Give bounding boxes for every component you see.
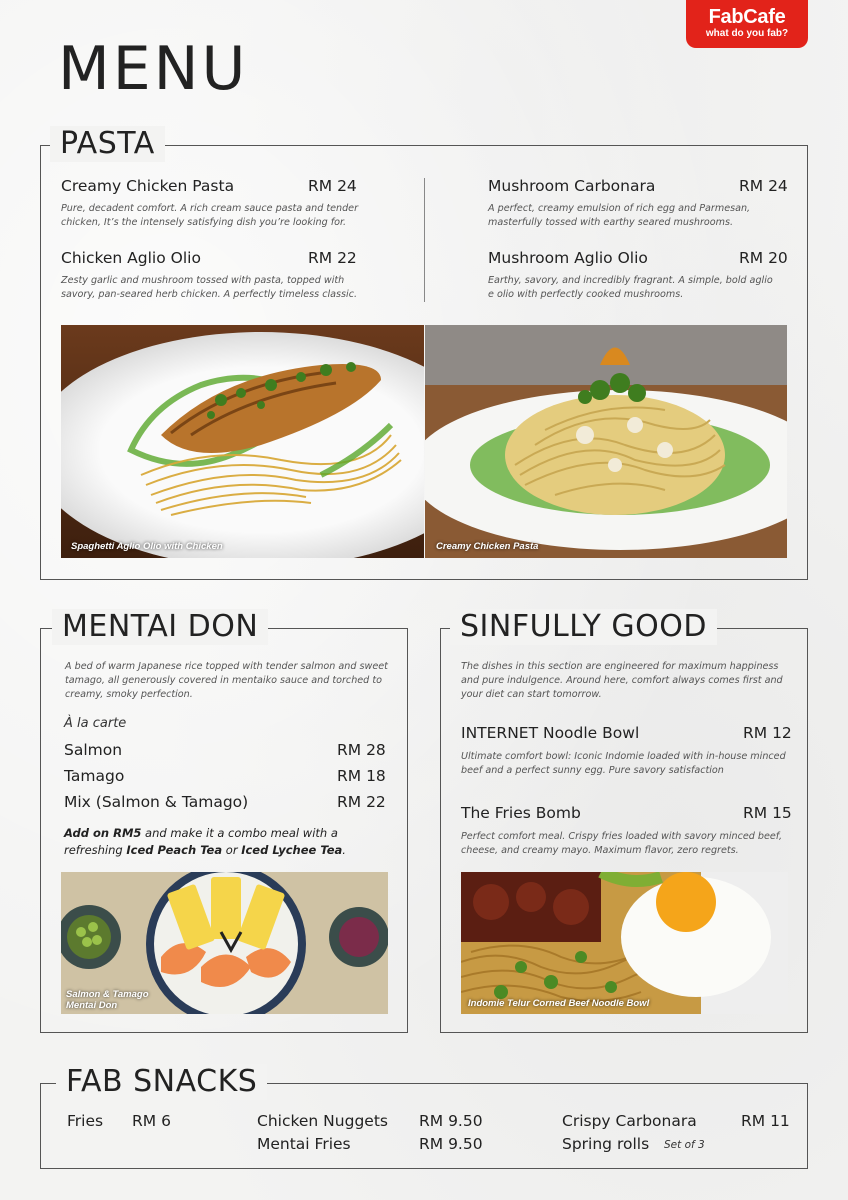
dish-price: RM 20 [739,249,788,267]
addon-drink-peach: Iced Peach Tea [126,843,223,857]
caption-line-1: Salmon & Tamago [66,989,149,1000]
snack-name: Crispy Carbonara [562,1112,697,1130]
pasta-divider [424,178,425,302]
addon-text: . [342,843,346,857]
mentai-item-price: RM 22 [337,793,386,811]
logo-tagline: what do you fab? [705,28,789,39]
logo-name: FabCafe [708,6,786,28]
addon-drink-lychee: Iced Lychee Tea [241,843,343,857]
mentai-item-name: Mix (Salmon & Tamago) [64,793,249,811]
snack-name: Chicken Nuggets [257,1112,388,1130]
mentai-item-name: Salmon [64,741,123,759]
sinful-description: The dishes in this section are engineered for maximum happiness and pure indulgence. Around here, comfort always comes first and your diet can start tomorrow. [461,661,783,700]
noodle-bowl-photo [461,872,788,1014]
dish-description: Perfect comfort meal. Crispy fries loaded with savory minced beef, cheese, and creamy mayo. Maximum flavor, zero regrets. [461,831,783,856]
mentai-description: A bed of warm Japanese rice topped with tender salmon and sweet tamago, all generously covered in mentaiko sauce and torched to creamy, smoky perfection. [65,661,388,700]
addon-price: Add on RM5 [64,826,142,840]
dish-name: INTERNET Noodle Bowl [461,724,640,742]
dish-name: Mushroom Carbonara [488,177,656,195]
dish-description: Pure, decadent comfort. A rich cream sauce pasta and tender chicken, It’s the intensely satisfying dish you’re looking for. [61,203,359,228]
addon-text: or [222,843,242,857]
photo-caption [66,989,149,1011]
dish-description: A perfect, creamy emulsion of rich egg and Parmesan, masterfully tossed with earthy seared mushrooms. [488,203,751,228]
sinfully-good-title: SINFULLY GOOD [450,609,717,645]
dish-description: Ultimate comfort bowl: Iconic Indomie loaded with in-house minced beef and a perfect sunny egg. Pure savory satisfaction [461,751,786,776]
dish-name: Chicken Aglio Olio [61,249,201,267]
creamy-pasta-photo [425,325,787,558]
dish-description: Earthy, savory, and incredibly fragrant. A simple, bold aglio e olio with perfectly cooked mushrooms. [488,275,773,300]
snack-price: RM 11 [741,1112,790,1130]
a-la-carte-label: À la carte [64,716,127,731]
pasta-title: PASTA [50,126,165,162]
caption-line-2: Mentai Don [66,1000,118,1011]
combo-addon-note [64,825,394,859]
snack-price: RM 9.50 [419,1135,483,1153]
snack-name: Fries [67,1112,104,1130]
dish-price: RM 24 [739,177,788,195]
dish-name: Mushroom Aglio Olio [488,249,648,267]
snack-name: Spring rolls [562,1135,650,1153]
page-title: MENU [58,34,249,104]
dish-description: Zesty garlic and mushroom tossed with pasta, topped with savory, pan-seared herb chicken. A perfectly timeless classic. [61,275,358,300]
mentai-item-price: RM 28 [337,741,386,759]
dish-name: Creamy Chicken Pasta [61,177,235,195]
photo-caption: Spaghetti Aglio Olio with Chicken [71,541,223,552]
snack-name: Mentai Fries [257,1135,351,1153]
dish-price: RM 22 [308,249,357,267]
mentai-item-price: RM 18 [337,767,386,785]
addon-text: and make it a combo meal with a refreshing [64,826,338,857]
mentai-item-name: Tamago [64,767,125,785]
dish-price: RM 12 [743,724,792,742]
dish-name: The Fries Bomb [461,804,581,822]
mentai-don-photo [61,872,388,1014]
dish-price: RM 24 [308,177,357,195]
mentai-don-title: MENTAI DON [52,609,268,645]
snack-price: RM 6 [132,1112,171,1130]
aglio-olio-photo [61,325,424,558]
snack-price: RM 9.50 [419,1112,483,1130]
photo-caption: Indomie Telur Corned Beef Noodle Bowl [468,998,650,1009]
photo-caption: Creamy Chicken Pasta [436,541,539,552]
dish-price: RM 15 [743,804,792,822]
snack-note: Set of 3 [664,1139,705,1151]
fab-snacks-title: FAB SNACKS [56,1064,267,1100]
fabcafe-logo [686,0,808,48]
